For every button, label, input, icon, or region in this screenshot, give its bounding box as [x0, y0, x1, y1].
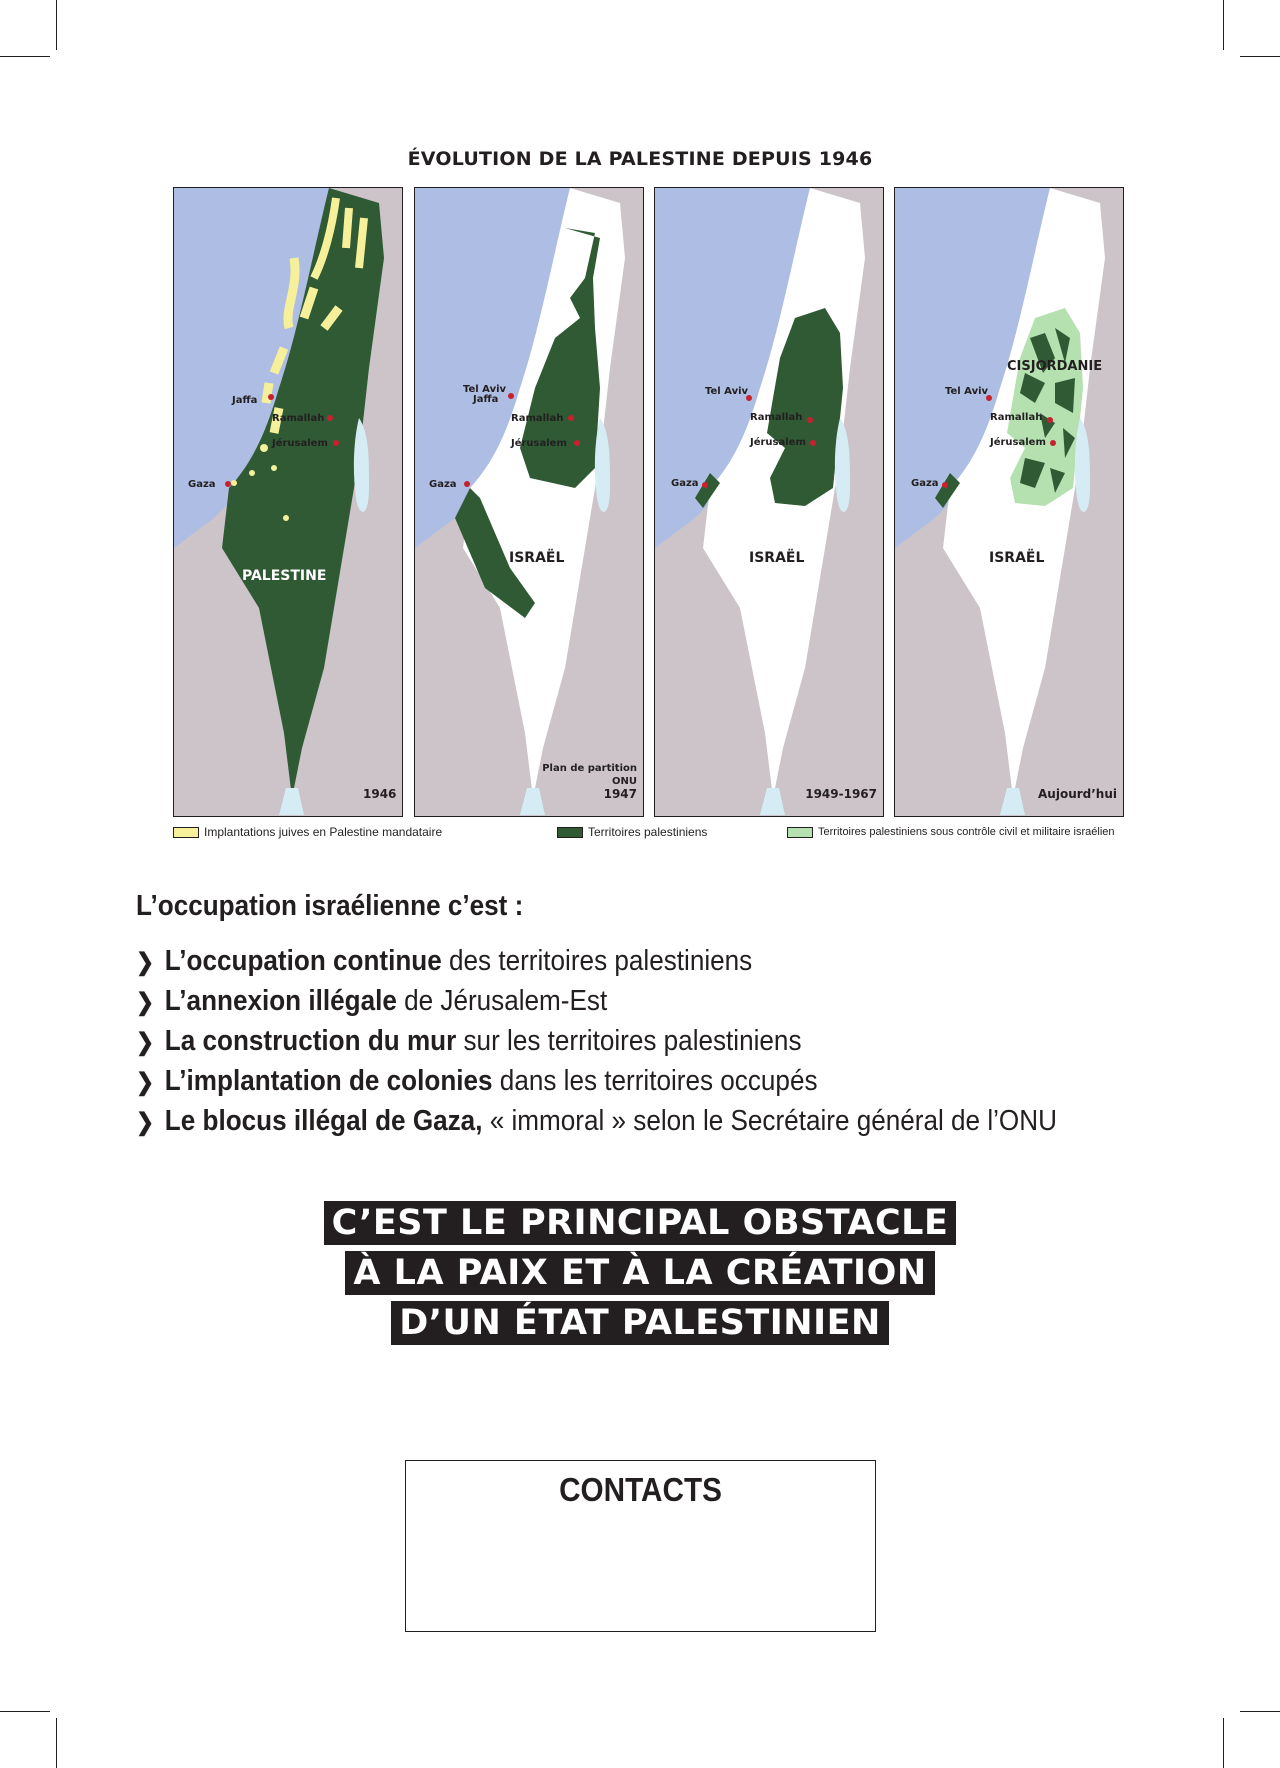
crop-mark — [1240, 56, 1280, 57]
slogan-line — [0, 1201, 1280, 1245]
city-label-tel-aviv: Tel Aviv — [705, 386, 749, 397]
crop-mark — [0, 1711, 50, 1712]
gulf-aqaba — [520, 788, 545, 815]
city-dot — [942, 482, 948, 488]
item-text: de Jérusalem-Est — [396, 985, 608, 1017]
city-label-ramallah: Ramallah — [750, 412, 803, 423]
item-bold: L’implantation de colonies — [164, 1065, 493, 1097]
crop-mark — [0, 56, 50, 57]
year-label: 1949-1967 — [805, 787, 877, 801]
city-label-jerusalem: Jérusalem — [272, 438, 328, 449]
year-label: 1946 — [363, 787, 397, 801]
slogan-text: D’UN ÉTAT PALESTINIEN — [391, 1301, 889, 1345]
city-dot — [333, 440, 339, 446]
city-dot — [1047, 417, 1053, 423]
year-label: Aujourd’hui — [1038, 787, 1117, 801]
item-bold: L’occupation continue — [164, 945, 442, 977]
chevron-right-icon: ❯ — [136, 1109, 155, 1136]
region-label-israel: ISRAËL — [749, 550, 805, 566]
list-item — [136, 1022, 1081, 1062]
year-label-line: 1947 — [603, 787, 637, 801]
chevron-right-icon: ❯ — [136, 949, 155, 976]
city-label-gaza: Gaza — [429, 479, 457, 490]
chevron-right-icon: ❯ — [136, 989, 155, 1016]
item-bold: La construction du mur — [164, 1025, 457, 1057]
city-label-gaza: Gaza — [671, 478, 699, 489]
slogan-text: À LA PAIX ET À LA CRÉATION — [345, 1251, 934, 1295]
slogan — [0, 1201, 1280, 1351]
city-label-jerusalem: Jérusalem — [990, 437, 1046, 448]
city-label-jaffa: Jaffa — [232, 395, 258, 406]
city-dot — [268, 394, 274, 400]
city-label-gaza: Gaza — [188, 479, 216, 490]
legend-label: Territoires palestiniens sous contrôle civil et militaire israélien — [818, 826, 1115, 838]
map-today — [895, 188, 1122, 815]
jewish-settlement — [231, 480, 237, 486]
city-label-ramallah: Ramallah — [990, 412, 1043, 423]
city-dot — [1050, 440, 1056, 446]
map-1946 — [174, 188, 401, 815]
list-item — [136, 1062, 1081, 1102]
city-label-ramallah: Ramallah — [511, 413, 564, 424]
legend-swatch — [557, 827, 583, 838]
contacts-title: CONTACTS — [559, 1471, 722, 1508]
crop-mark — [56, 1718, 57, 1768]
slogan-line — [0, 1301, 1280, 1345]
map-panel-1947 — [414, 187, 644, 817]
crop-mark — [1240, 1711, 1280, 1712]
map-1947 — [415, 188, 642, 815]
legend-item — [787, 824, 1115, 840]
item-text: dans les territoires occupés — [492, 1065, 818, 1097]
legend-label: Implantations juives en Palestine mandataire — [204, 825, 443, 839]
city-dot — [807, 417, 813, 423]
occupation-list — [136, 942, 1186, 1142]
city-label-jerusalem: Jérusalem — [511, 438, 567, 449]
year-label-line: Plan de partition — [542, 763, 637, 774]
map-title: ÉVOLUTION DE LA PALESTINE DEPUIS 1946 — [407, 148, 873, 170]
jewish-settlement — [260, 444, 268, 452]
map-panel-today — [894, 187, 1124, 817]
item-text: sur les territoires palestiniens — [456, 1025, 802, 1057]
city-dot — [702, 482, 708, 488]
legend-swatch — [787, 827, 813, 838]
legend-swatch — [173, 827, 199, 838]
legend-item — [557, 824, 707, 840]
gulf-aqaba — [1000, 788, 1025, 815]
city-label-ramallah: Ramallah — [272, 413, 325, 424]
jewish-settlement — [283, 515, 289, 521]
region-label-palestine: PALESTINE — [242, 568, 327, 584]
list-item — [136, 982, 1081, 1022]
city-dot — [568, 415, 574, 421]
city-dot — [574, 440, 580, 446]
city-label-jerusalem: Jérusalem — [750, 437, 806, 448]
year-label-line: ONU — [612, 776, 637, 787]
legend-item — [173, 824, 442, 840]
slogan-text: C’EST LE PRINCIPAL OBSTACLE — [324, 1201, 957, 1245]
list-item — [136, 1102, 1081, 1142]
city-dot — [810, 440, 816, 446]
city-label-tel-aviv: Tel Aviv — [945, 386, 989, 397]
city-label-tel-aviv: Tel Aviv — [463, 384, 507, 395]
legend-label: Territoires palestiniens — [588, 825, 708, 839]
maps-strip — [173, 187, 1125, 817]
city-dot — [464, 481, 470, 487]
gulf-aqaba — [279, 788, 304, 815]
city-dot — [327, 415, 333, 421]
jewish-settlement — [271, 465, 277, 471]
chevron-right-icon: ❯ — [136, 1029, 155, 1056]
city-dot — [508, 393, 514, 399]
city-label-jaffa: Jaffa — [473, 394, 499, 405]
region-label-israel: ISRAËL — [509, 550, 565, 566]
city-label-gaza: Gaza — [911, 478, 939, 489]
contacts-box — [405, 1460, 876, 1632]
item-bold: Le blocus illégal de Gaza, — [164, 1105, 483, 1137]
jewish-settlement — [249, 470, 255, 476]
list-item — [136, 942, 1081, 982]
item-bold: L’annexion illégale — [164, 985, 397, 1017]
region-label-israel: ISRAËL — [989, 550, 1045, 566]
item-text: « immoral » selon le Secrétaire général de l’ONU — [482, 1105, 1057, 1137]
map-1949-1967 — [655, 188, 882, 815]
map-panel-1946 — [173, 187, 403, 817]
gulf-aqaba — [760, 788, 785, 815]
map-panel-1949-1967 — [654, 187, 884, 817]
region-label-cisjordanie: CISJORDANIE — [1007, 359, 1103, 374]
crop-mark — [1223, 0, 1224, 50]
crop-mark — [1223, 1718, 1224, 1768]
crop-mark — [56, 0, 57, 50]
occupation-heading: L’occupation israélienne c’est : — [136, 890, 524, 922]
chevron-right-icon: ❯ — [136, 1069, 155, 1096]
city-dot — [225, 481, 231, 487]
item-text: des territoires palestiniens — [441, 945, 753, 977]
slogan-line — [0, 1251, 1280, 1295]
